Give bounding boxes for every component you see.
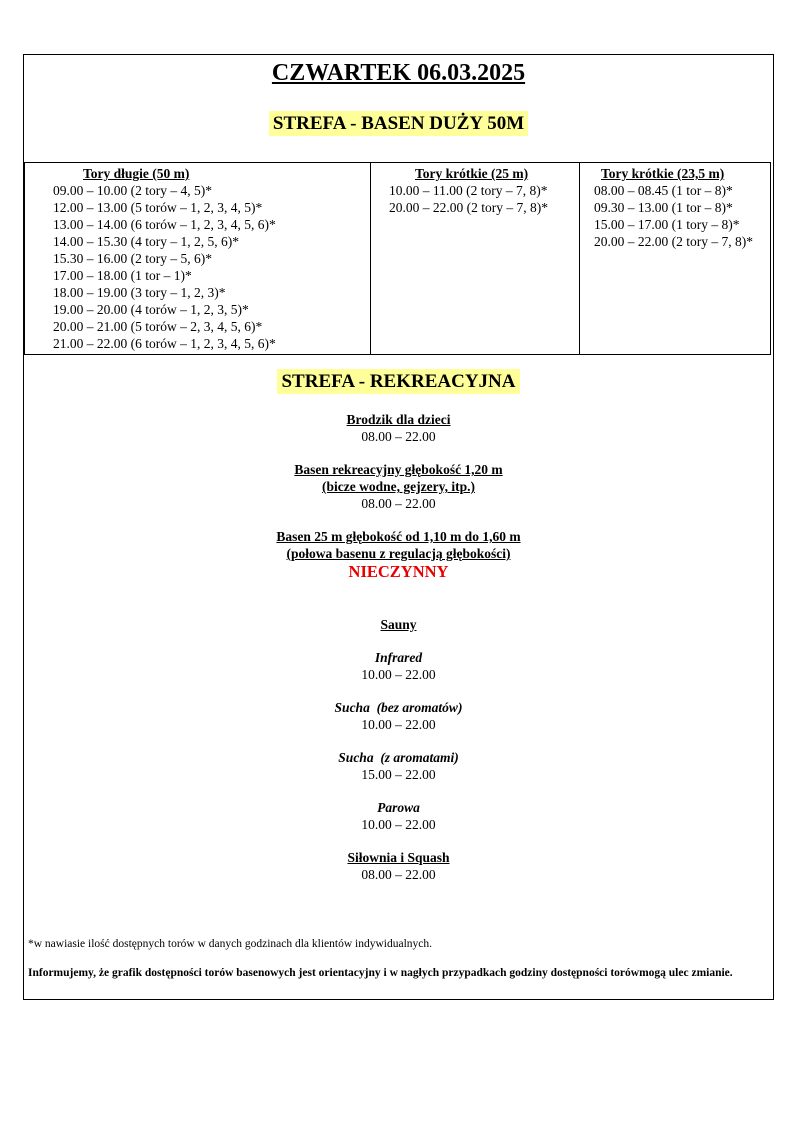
zone-main-heading [24, 113, 773, 135]
basen-25-name: Basen 25 m głębokość od 1,10 m do 1,60 m [276, 529, 521, 544]
lane-slot: 09.00 – 10.00 (2 tory – 4, 5)* [53, 183, 212, 198]
lane-slot: 19.00 – 20.00 (4 torów – 1, 2, 3, 5)* [53, 302, 249, 317]
lanes-table [24, 162, 771, 355]
lane-slot: 12.00 – 13.00 (5 torów – 1, 2, 3, 4, 5)* [53, 200, 263, 215]
sauna-name: Parowa [377, 800, 420, 815]
lane-slot: 15.30 – 16.00 (2 tory – 5, 6)* [53, 251, 212, 266]
silownia-name: Siłownia i Squash [347, 850, 450, 865]
info-note-text: Informujemy, że grafik dostępności torów basenowych jest orientacyjny i w nagłych przypadkach godziny dostępności torówmogą ulec zmianie. [28, 967, 733, 979]
lanes-column-header: Tory krótkie (25 m) [415, 166, 529, 181]
zone-main-label: STREFA - BASEN DUŻY 50M [269, 111, 528, 136]
sauna-name: Sucha (z aromatami) [338, 750, 459, 765]
lane-slot: 18.00 – 19.00 (3 tory – 1, 2, 3)* [53, 285, 226, 300]
lanes-column-header: Tory krótkie (23,5 m) [601, 166, 725, 181]
lane-slot: 10.00 – 11.00 (2 tory – 7, 8)* [389, 183, 548, 198]
lane-slot: 09.30 – 13.00 (1 tor – 8)* [594, 200, 733, 215]
lanes-column-header: Tory długie (50 m) [83, 166, 190, 181]
schedule-frame [23, 54, 774, 1000]
lane-slot: 13.00 – 14.00 (6 torów – 1, 2, 3, 4, 5, 6)* [53, 217, 276, 232]
lane-slot: 20.00 – 22.00 (2 tory – 7, 8)* [594, 234, 753, 249]
page-title: CZWARTEK 06.03.2025 [271, 60, 526, 86]
sauna-hours: 15.00 – 22.00 [361, 767, 436, 782]
lane-slot: 21.00 – 22.00 (6 torów – 1, 2, 3, 4, 5, 6)* [53, 336, 276, 351]
info-note [28, 966, 769, 981]
sauna-hours: 10.00 – 22.00 [361, 717, 436, 732]
brodzik-hours: 08.00 – 22.00 [361, 429, 436, 444]
sauna-hours: 10.00 – 22.00 [361, 667, 436, 682]
lane-slot: 08.00 – 08.45 (1 tor – 8)* [594, 183, 733, 198]
sauna-name: Infrared [374, 650, 423, 665]
silownia-hours: 08.00 – 22.00 [361, 867, 436, 882]
basen-25-status: NIECZYNNY [348, 562, 449, 581]
basen-rek-name: Basen rekreacyjny głębokość 1,20 m [294, 462, 503, 477]
lanes-column-short-25 [371, 163, 580, 355]
lane-slot: 20.00 – 22.00 (2 tory – 7, 8)* [389, 200, 548, 215]
sauna-hours: 10.00 – 22.00 [361, 817, 436, 832]
lanes-column-short-235 [580, 163, 771, 355]
basen-rek-sub: (bicze wodne, gejzery, itp.) [322, 479, 475, 494]
lanes-column-long [25, 163, 371, 355]
recreation-list [24, 411, 773, 883]
lane-slot: 17.00 – 18.00 (1 tor – 1)* [53, 268, 192, 283]
basen-25-sub: (połowa basenu z regulacją głębokości) [286, 546, 511, 561]
lane-slot: 14.00 – 15.30 (4 tory – 1, 2, 5, 6)* [53, 234, 239, 249]
footnote: *w nawiasie ilość dostępnych torów w danych godzinach dla klientów indywidualnych. [28, 938, 433, 950]
lane-slot: 15.00 – 17.00 (1 tory – 8)* [594, 217, 740, 232]
zone-rec-heading [24, 371, 773, 393]
basen-rek-hours: 08.00 – 22.00 [361, 496, 436, 511]
zone-rec-label: STREFA - REKREACYJNA [277, 369, 519, 394]
sauny-heading: Sauny [380, 617, 417, 632]
brodzik-name: Brodzik dla dzieci [346, 412, 451, 427]
lane-slot: 20.00 – 21.00 (5 torów – 2, 3, 4, 5, 6)* [53, 319, 263, 334]
sauna-name: Sucha (bez aromatów) [334, 700, 463, 715]
